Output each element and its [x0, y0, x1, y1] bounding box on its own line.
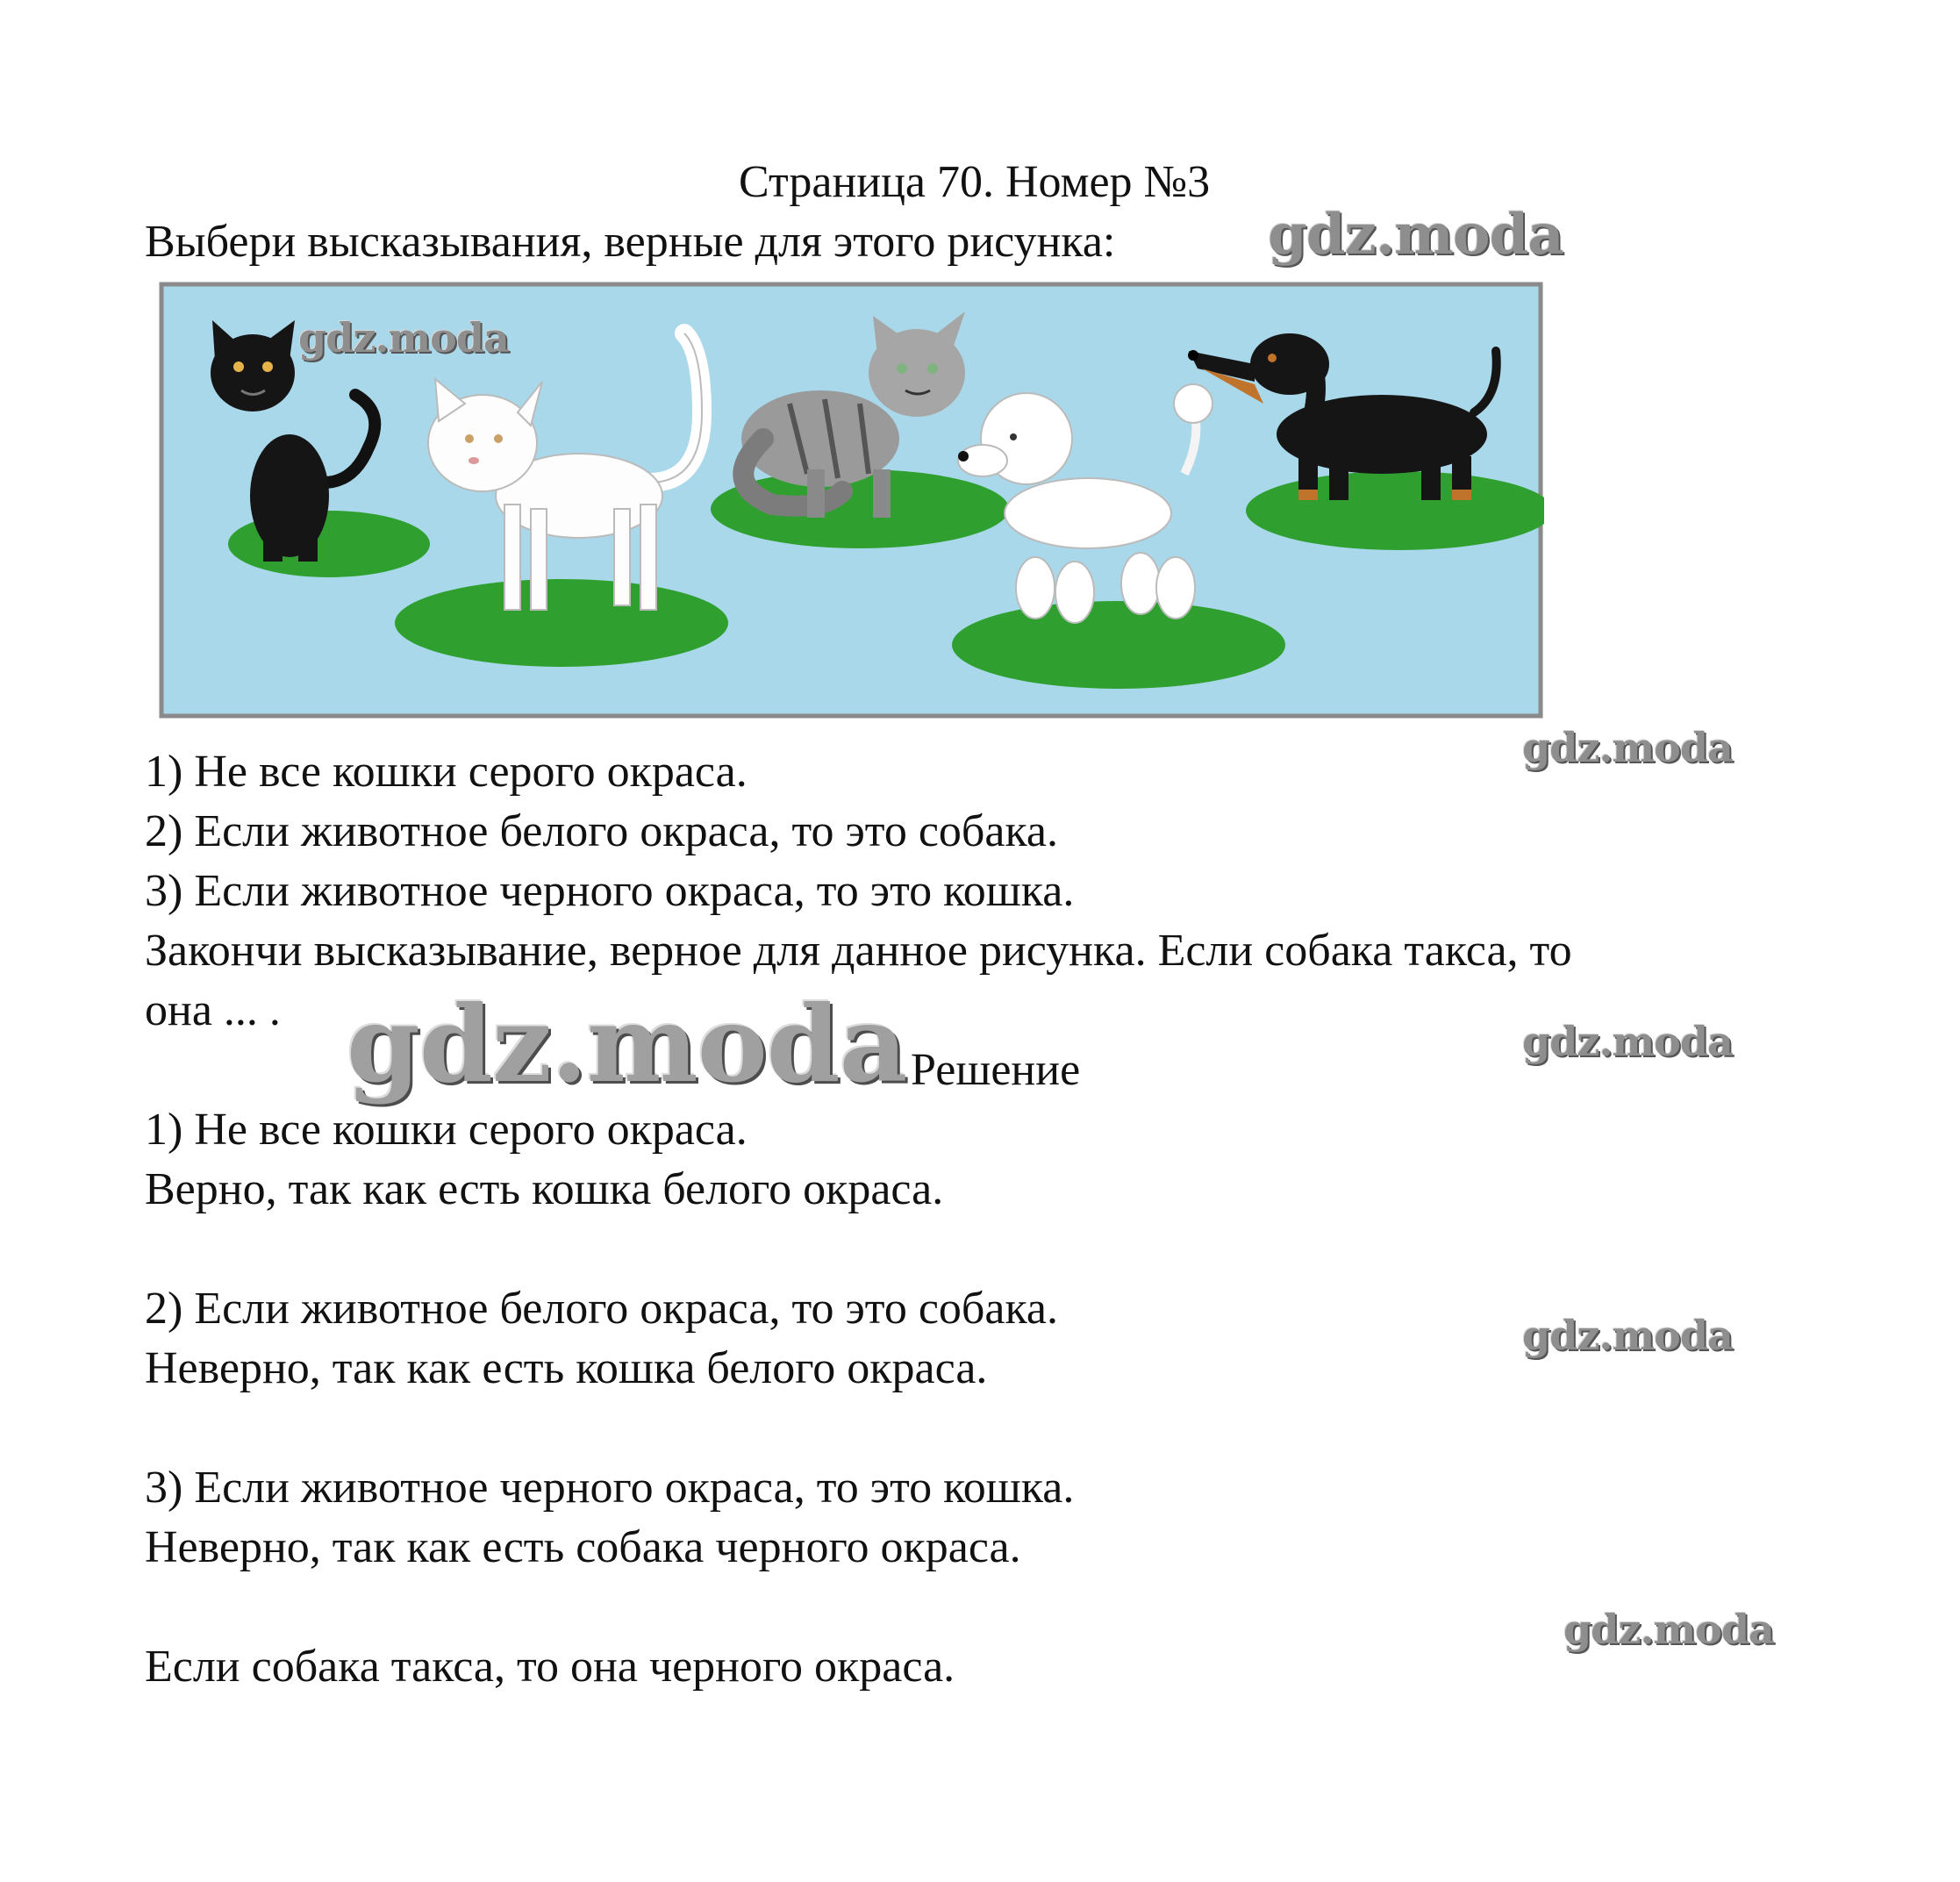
grass-patch [952, 601, 1285, 689]
solution-statement-3: 3) Если животное черного окраса, то это кошка. [145, 1463, 1075, 1513]
watermark: gdz.moda [1522, 724, 1733, 771]
watermark: gdz.moda [347, 983, 907, 1106]
solution-statement-1: 1) Не все кошки серого окраса. [145, 1105, 748, 1155]
watermark: gdz.moda [298, 314, 509, 361]
statement-2: 2) Если животное белого окраса, то это собака. [145, 806, 1059, 856]
watermark: gdz.moda [1522, 1312, 1733, 1359]
solution-verdict-3: Неверно, так как есть собака черного окраса. [145, 1522, 1021, 1572]
solution-statement-2: 2) Если животное белого окраса, то это собака. [145, 1284, 1059, 1334]
solution-verdict-2: Неверно, так как есть кошка белого окраса. [145, 1343, 988, 1393]
solution-answer: Если собака такса, то она черного окраса. [145, 1642, 955, 1692]
watermark: gdz.moda [1563, 1606, 1774, 1653]
solution-heading: Решение [911, 1045, 1081, 1095]
statement-1: 1) Не все кошки серого окраса. [145, 747, 748, 797]
task-prompt: Выбери высказывания, верные для этого рисунка: [145, 217, 1116, 267]
statement-3: 3) Если животное черного окраса, то это кошка. [145, 866, 1075, 916]
complete-instruction: Закончи высказывание, верное для данное рисунка. Если собака такса, то [145, 926, 1572, 976]
watermark: gdz.moda [1268, 202, 1563, 268]
complete-instruction-end: она ... . [145, 985, 281, 1035]
watermark: gdz.moda [1522, 1018, 1733, 1065]
page-title: Страница 70. Номер №3 [739, 157, 1211, 207]
grass-patch [395, 579, 728, 667]
grass-patch [1246, 471, 1544, 550]
solution-verdict-1: Верно, так как есть кошка белого окраса. [145, 1164, 944, 1214]
